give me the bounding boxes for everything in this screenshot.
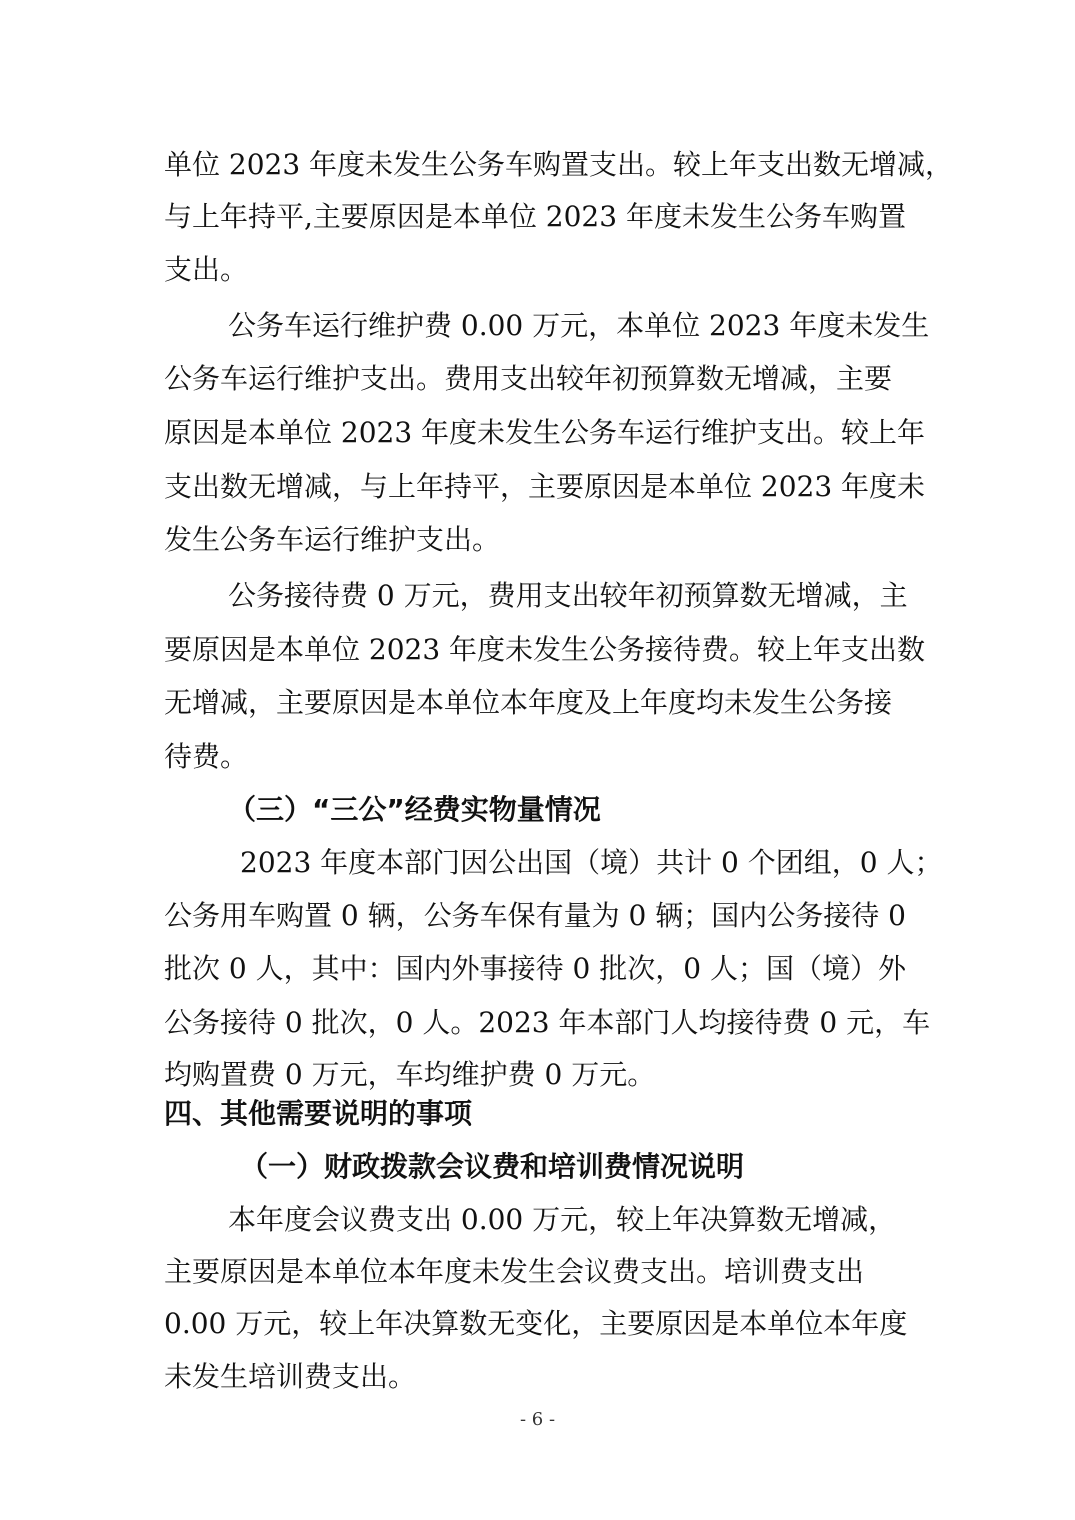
paragraph-line: 未发生培训费支出。	[164, 1360, 417, 1393]
paragraph-line: 0.00 万元，较上年决算数无变化，主要原因是本单位本年度	[164, 1307, 908, 1340]
paragraph-line: 本年度会议费支出 0.00 万元，较上年决算数无增减，	[228, 1203, 897, 1236]
paragraph-line: 公务车运行维护支出。费用支出较年初预算数无增减，主要	[164, 362, 893, 395]
paragraph-line: 支出数无增减，与上年持平，主要原因是本单位 2023 年度未	[164, 470, 926, 503]
paragraph-line: 均购置费 0 万元，车均维护费 0 万元。	[164, 1058, 656, 1091]
paragraph-line: 2023 年度本部门因公出国（境）共计 0 个团组，0 人；	[240, 846, 943, 879]
paragraph-line: 发生公务车运行维护支出。	[164, 523, 501, 556]
paragraph-line: 公务接待费 0 万元，费用支出较年初预算数无增减，主	[228, 579, 908, 612]
paragraph-line: 单位 2023 年度未发生公务车购置支出。较上年支出数无增减，	[164, 148, 954, 181]
chapter-heading: 四、其他需要说明的事项	[164, 1097, 473, 1130]
paragraph-line: 与上年持平,主要原因是本单位 2023 年度未发生公务车购置	[164, 200, 906, 233]
paragraph-line: 主要原因是本单位本年度未发生会议费支出。培训费支出	[164, 1255, 865, 1288]
section-heading: （一）财政拨款会议费和培训费情况说明	[240, 1150, 745, 1183]
paragraph-line: 公务车运行维护费 0.00 万元，本单位 2023 年度未发生	[228, 309, 930, 342]
paragraph-line: 要原因是本单位 2023 年度未发生公务接待费。较上年支出数	[164, 633, 926, 666]
paragraph-line: 无增减，主要原因是本单位本年度及上年度均未发生公务接	[164, 686, 893, 719]
paragraph-line: 公务用车购置 0 辆，公务车保有量为 0 辆；国内公务接待 0	[164, 899, 906, 932]
page-number: - 6 -	[519, 1409, 556, 1430]
section-heading: （三）“三公”经费实物量情况	[228, 793, 601, 826]
paragraph-line: 批次 0 人，其中：国内外事接待 0 批次，0 人；国（境）外	[164, 952, 906, 985]
paragraph-line: 待费。	[164, 740, 249, 773]
paragraph-line: 原因是本单位 2023 年度未发生公务车运行维护支出。较上年	[164, 416, 926, 449]
paragraph-line: 公务接待 0 批次，0 人。2023 年本部门人均接待费 0 元，车	[164, 1006, 931, 1039]
paragraph-line: 支出。	[164, 253, 249, 286]
